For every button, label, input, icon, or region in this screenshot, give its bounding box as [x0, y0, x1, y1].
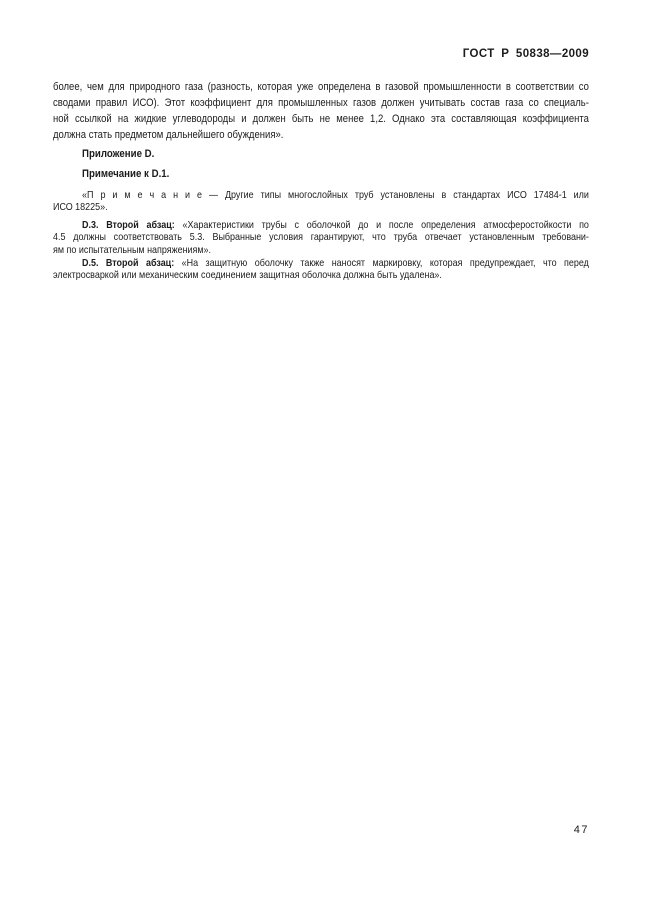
text-line: должна стать предметом дальнейшего обуждения».: [53, 129, 284, 141]
text-line: D.3. Второй абзац: «Характеристики трубы с оболочкой до и после определения атмосферостойкости по: [82, 219, 589, 231]
bold-lead: D.5. Второй абзац:: [82, 257, 175, 269]
doc-paragraph: [53, 258, 589, 283]
doc-paragraph: [53, 79, 589, 143]
text-line: D.5. Второй абзац: «На защитную оболочку также наносят маркировку, которая предупреждает, что перед: [82, 257, 589, 269]
doc-paragraph: [53, 220, 589, 257]
doc-heading: [53, 166, 589, 182]
bold-lead: D.3. Второй абзац:: [82, 219, 175, 231]
text-line: Примечание к D.1.: [82, 168, 170, 180]
text-line: «П р и м е ч а н и е — Другие типы многослойных труб установлены в стандартах ИСО 17484-1 или: [82, 190, 589, 201]
text-line: ной ссылкой на жидкие углеводороды и должен быть не менее 1,2. Однако эта составляющая коэффициента: [53, 113, 589, 125]
document-body: [53, 79, 589, 283]
text-line: 4.5 должны соответствовать 5.3. Выбранные условия гарантируют, что труба отвечает установленным требовани-: [53, 232, 589, 244]
text-line: электросваркой или механическим соединением защитная оболочка должна быть удалена».: [53, 270, 442, 282]
text-line: Приложение D.: [82, 148, 155, 160]
text-line: более, чем для природного газа (разность, которая уже определена в газовой промышленности в соответствии со: [53, 81, 589, 93]
doc-heading: [53, 146, 589, 162]
running-header: ГОСТ Р 50838—2009: [462, 48, 589, 60]
text-line: сводами правил ИСО). Этот коэффициент для промышленных газов должен учитывать состав газа со специаль-: [53, 97, 589, 109]
doc-paragraph: [53, 190, 589, 215]
text-line: ям по испытательным напряжениям».: [53, 244, 212, 256]
text-line: ИСО 18225».: [53, 202, 108, 214]
page-number: 47: [573, 824, 589, 836]
